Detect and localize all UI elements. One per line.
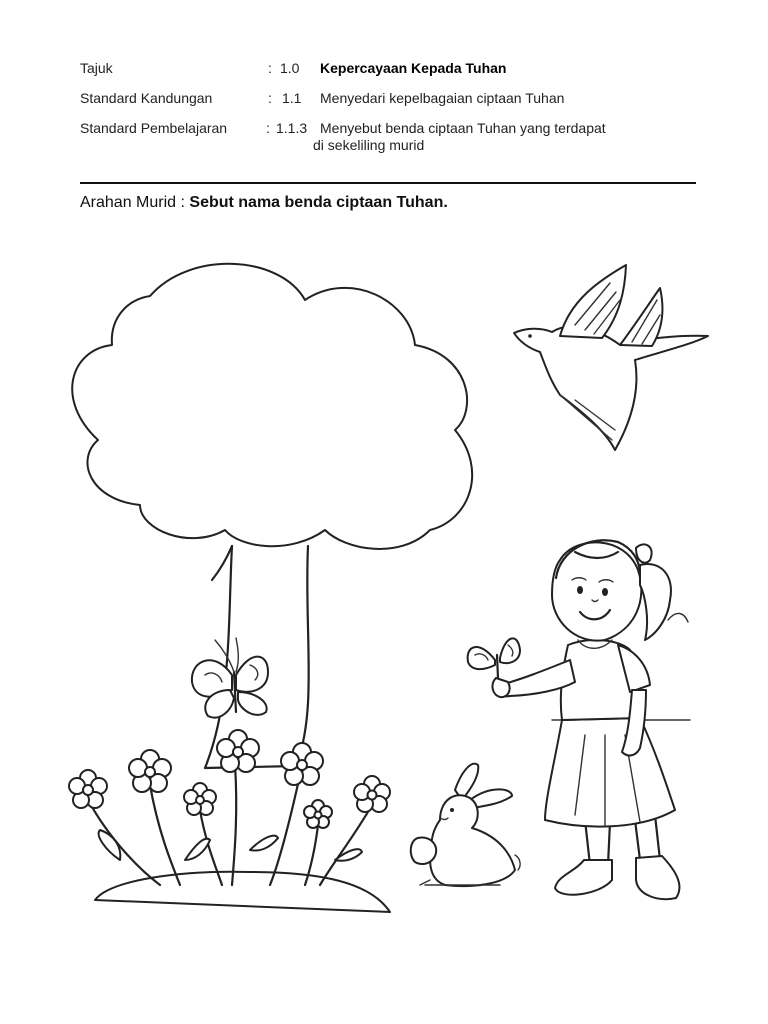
header-text: Menyedari kepelbagaian ciptaan Tuhan bbox=[320, 90, 565, 106]
header-colon: : bbox=[266, 120, 270, 136]
header-code: 1.0 bbox=[280, 60, 300, 76]
header-label: Standard Kandungan bbox=[80, 90, 213, 106]
flowers-illustration bbox=[69, 730, 390, 912]
header-label: Standard Pembelajaran bbox=[80, 120, 228, 136]
header-colon: : bbox=[268, 60, 272, 76]
rabbit-illustration bbox=[411, 764, 520, 886]
header-text: Menyebut benda ciptaan Tuhan yang terdapat bbox=[320, 120, 606, 136]
header-code: 1.1 bbox=[282, 90, 302, 106]
header-topic: Kepercayaan Kepada Tuhan bbox=[320, 60, 507, 76]
header-text-continued: di sekeliling murid bbox=[313, 137, 425, 153]
tree-illustration bbox=[72, 264, 472, 768]
bird-illustration bbox=[514, 265, 708, 450]
instruction-label: Arahan Murid : bbox=[80, 194, 185, 211]
butterfly-illustration bbox=[192, 638, 268, 718]
header-label: Tajuk bbox=[80, 60, 113, 76]
header-colon: : bbox=[268, 90, 272, 106]
header-code: 1.1.3 bbox=[276, 120, 308, 136]
instruction-text: Sebut nama benda ciptaan Tuhan. bbox=[189, 194, 448, 211]
